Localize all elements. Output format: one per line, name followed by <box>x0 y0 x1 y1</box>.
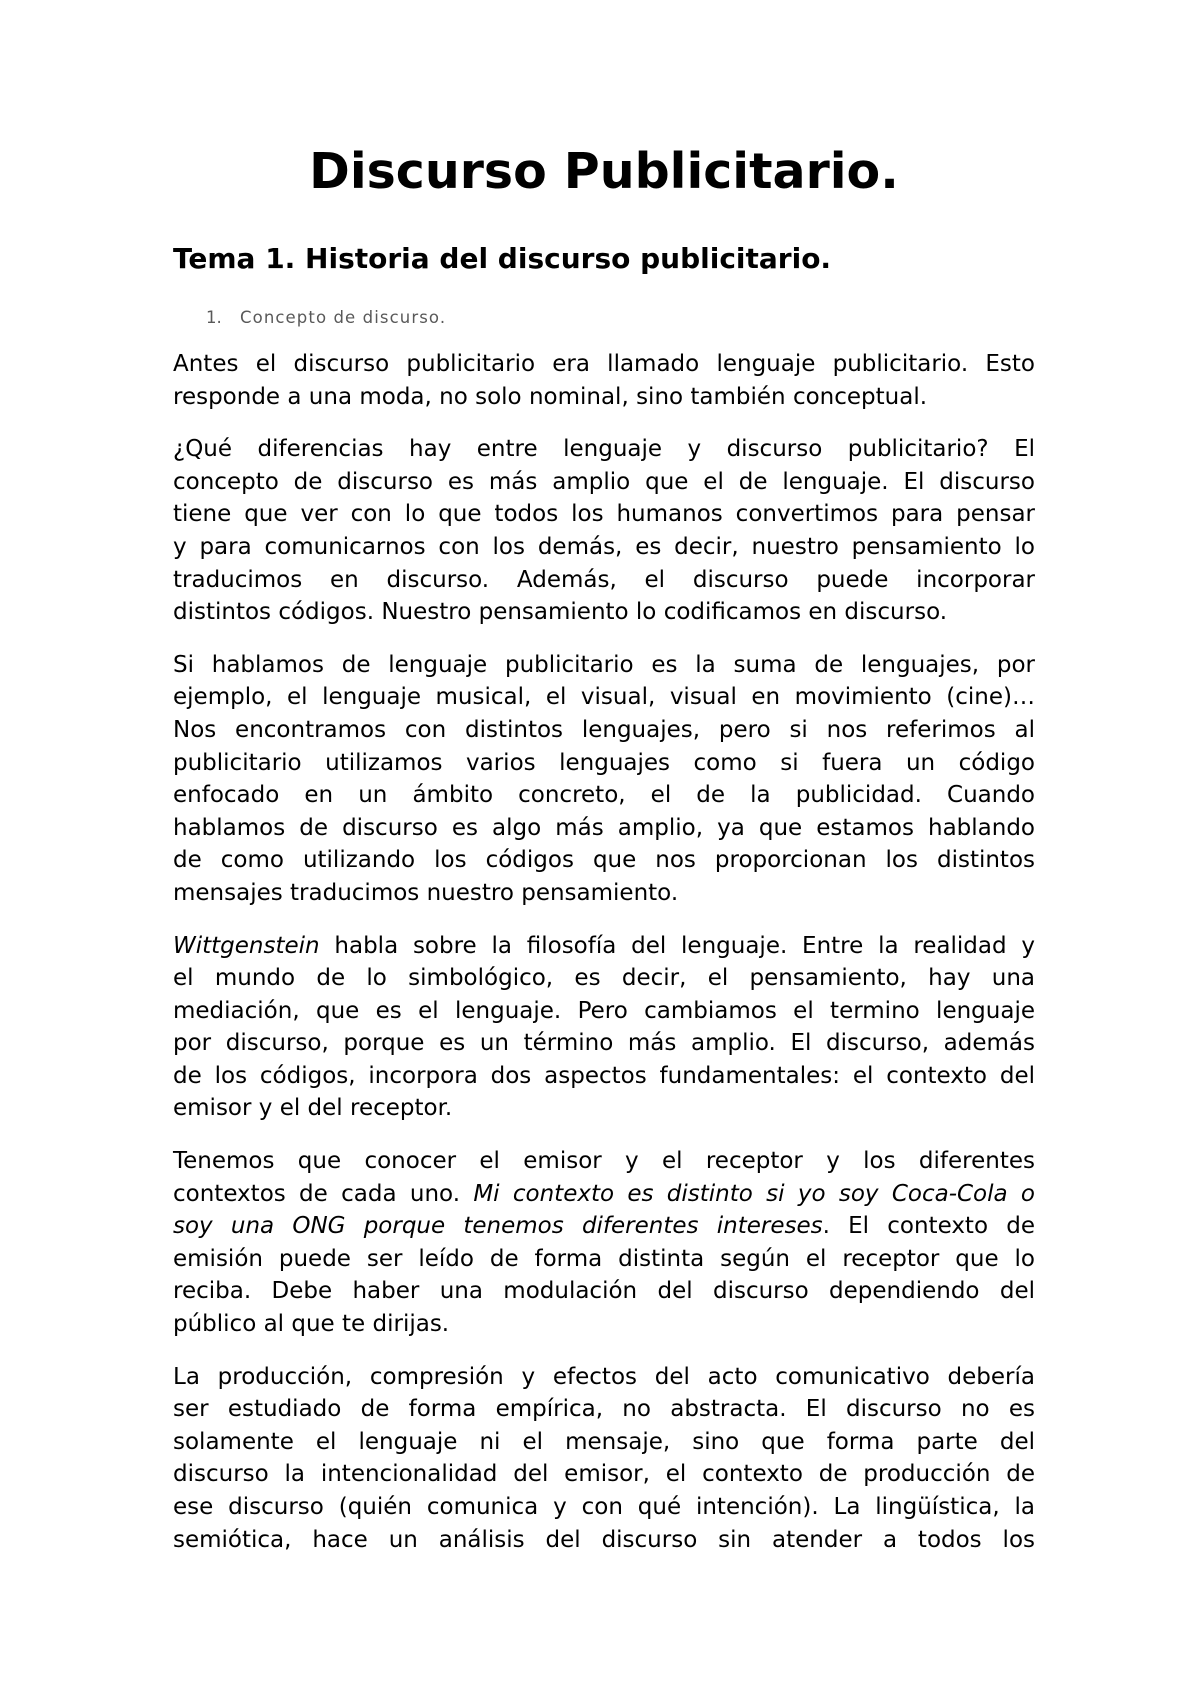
text-fragment: habla sobre la filosofía del lenguaje. Entre la realidad y <box>319 932 1035 959</box>
text-line: reciba. Debe haber una modulación del discurso dependiendo del <box>173 1278 1035 1305</box>
text-line: de como utilizando los códigos que nos proporcionan los distintos <box>173 847 1035 874</box>
text-line: concepto de discurso es más amplio que el de lenguaje. El discurso <box>173 468 1035 495</box>
section-heading: Tema 1. Historia del discurso publicitario. <box>173 242 832 275</box>
paragraph <box>173 348 1035 413</box>
list-number: 1. <box>206 308 222 327</box>
text-line: el mundo de lo simbológico, es decir, el pensamiento, hay una <box>173 965 1035 992</box>
body-text <box>173 348 1035 1576</box>
text-line: distintos códigos. Nuestro pensamiento lo codificamos en discurso. <box>173 599 948 626</box>
text-line: tiene que ver con lo que todos los humanos convertimos para pensar <box>173 501 1035 528</box>
document-title: Discurso Publicitario. <box>309 143 899 200</box>
paragraph <box>173 1145 1035 1341</box>
text-line <box>173 1210 1035 1243</box>
paragraph <box>173 433 1035 629</box>
text-line: ¿Qué diferencias hay entre lenguaje y discurso publicitario? El <box>173 436 1035 463</box>
text-line: discurso la intencionalidad del emisor, el contexto de producción de <box>173 1461 1035 1488</box>
text-line <box>173 930 1035 963</box>
text-fragment: . El contexto de <box>822 1213 1035 1240</box>
italic-example: soy una ONG porque tenemos diferentes intereses <box>173 1213 823 1240</box>
paragraph <box>173 649 1035 910</box>
text-line: emisión puede ser leído de forma distinta según el receptor que lo <box>173 1245 1035 1272</box>
text-line: enfocado en un ámbito concreto, el de la publicidad. Cuando <box>173 782 1035 809</box>
text-line: mediación, que es el lenguaje. Pero cambiamos el termino lenguaje <box>173 997 1035 1024</box>
text-line: hablamos de discurso es algo más amplio, ya que estamos hablando <box>173 814 1035 841</box>
text-line: emisor y el del receptor. <box>173 1095 453 1122</box>
text-line: Tenemos que conocer el emisor y el receptor y los diferentes <box>173 1148 1035 1175</box>
text-line: Antes el discurso publicitario era llamado lenguaje publicitario. Esto <box>173 351 1035 377</box>
paragraph <box>173 1361 1035 1557</box>
italic-name: Wittgenstein <box>173 932 320 959</box>
text-line: ser estudiado de forma empírica, no abstracta. El discurso no es <box>173 1396 1035 1423</box>
paragraph <box>173 930 1035 1126</box>
text-line: por discurso, porque es un término más amplio. El discurso, además <box>173 1030 1035 1057</box>
text-line: solamente el lenguaje ni el mensaje, sino que forma parte del <box>173 1428 1035 1455</box>
text-line <box>173 1178 1035 1211</box>
list-item-label: Concepto de discurso. <box>240 308 447 327</box>
text-line: ese discurso (quién comunica y con qué intención). La lingüística, la <box>173 1494 1035 1520</box>
italic-example: Mi contexto es distinto si yo soy Coca-Cola o <box>473 1180 1035 1207</box>
text-line: y para comunicarnos con los demás, es decir, nuestro pensamiento lo <box>173 533 1035 560</box>
text-line: responde a una moda, no solo nominal, sino también conceptual. <box>173 383 928 410</box>
text-line: ejemplo, el lenguaje musical, el visual, visual en movimiento (cine)… <box>173 684 1035 711</box>
text-line: semiótica, hace un análisis del discurso sin atender a todos los <box>173 1526 1035 1553</box>
text-line: público al que te dirijas. <box>173 1311 450 1338</box>
text-line: Si hablamos de lenguaje publicitario es la suma de lenguajes, por <box>173 651 1035 678</box>
text-fragment: contextos de cada uno. <box>173 1180 474 1207</box>
numbered-list-item <box>206 306 446 330</box>
text-line: traducimos en discurso. Además, el discurso puede incorporar <box>173 566 1035 593</box>
text-line: Nos encontramos con distintos lenguajes, pero si nos referimos al <box>173 716 1035 743</box>
text-line: mensajes traducimos nuestro pensamiento. <box>173 879 679 906</box>
text-line: La producción, compresión y efectos del acto comunicativo debería <box>173 1363 1035 1390</box>
text-line: de los códigos, incorpora dos aspectos fundamentales: el contexto del <box>173 1062 1035 1089</box>
text-line: publicitario utilizamos varios lenguajes como si fuera un código <box>173 749 1035 776</box>
